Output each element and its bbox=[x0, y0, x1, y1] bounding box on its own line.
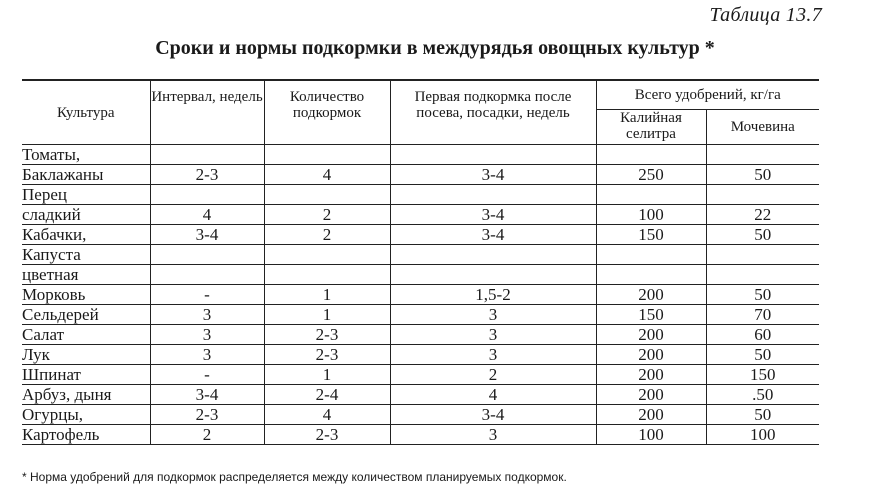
cell-count: 2-3 bbox=[264, 325, 390, 345]
cell-urea: 50 bbox=[706, 405, 819, 425]
cell-urea: 50 bbox=[706, 165, 819, 185]
cell-count bbox=[264, 245, 390, 265]
cell-potassium: 150 bbox=[596, 225, 706, 245]
cell-urea: 100 bbox=[706, 425, 819, 445]
cell-potassium bbox=[596, 265, 706, 285]
cell-first: 3-4 bbox=[390, 225, 596, 245]
table-row bbox=[22, 385, 819, 405]
cell-potassium: 100 bbox=[596, 425, 706, 445]
cell-interval: 3-4 bbox=[150, 225, 264, 245]
table-row bbox=[22, 285, 819, 305]
table-number-caption: Таблица 13.7 bbox=[709, 4, 822, 26]
cell-urea: 70 bbox=[706, 305, 819, 325]
table-row bbox=[22, 345, 819, 365]
cell-interval: 3-4 bbox=[150, 385, 264, 405]
cell-first: 3 bbox=[390, 325, 596, 345]
cell-potassium: 150 bbox=[596, 305, 706, 325]
cell-interval bbox=[150, 245, 264, 265]
cell-urea bbox=[706, 245, 819, 265]
table-row bbox=[22, 325, 819, 345]
header-count: Количество подкормок bbox=[264, 80, 390, 145]
cell-count: 1 bbox=[264, 365, 390, 385]
cell-first bbox=[390, 265, 596, 285]
cell-potassium bbox=[596, 185, 706, 205]
cell-crop: Кабачки, bbox=[22, 225, 150, 245]
table-row bbox=[22, 145, 819, 165]
header-total-fertilizer: Всего удобрений, кг/га bbox=[596, 80, 819, 110]
cell-count bbox=[264, 185, 390, 205]
cell-crop: Томаты, bbox=[22, 145, 150, 165]
cell-crop: Огурцы, bbox=[22, 405, 150, 425]
cell-interval: - bbox=[150, 285, 264, 305]
cell-crop: Арбуз, дыня bbox=[22, 385, 150, 405]
table-row bbox=[22, 425, 819, 445]
cell-potassium: 200 bbox=[596, 405, 706, 425]
cell-count: 2-3 bbox=[264, 425, 390, 445]
table-row bbox=[22, 245, 819, 265]
cell-count: 4 bbox=[264, 165, 390, 185]
cell-interval: 4 bbox=[150, 205, 264, 225]
cell-count: 2-4 bbox=[264, 385, 390, 405]
cell-potassium: 200 bbox=[596, 285, 706, 305]
cell-urea: 50 bbox=[706, 225, 819, 245]
table-row bbox=[22, 225, 819, 245]
cell-crop: Сельдерей bbox=[22, 305, 150, 325]
cell-first: 3 bbox=[390, 345, 596, 365]
table-row bbox=[22, 265, 819, 285]
cell-potassium: 200 bbox=[596, 385, 706, 405]
cell-count: 1 bbox=[264, 305, 390, 325]
cell-first: 2 bbox=[390, 365, 596, 385]
cell-count bbox=[264, 145, 390, 165]
cell-potassium: 200 bbox=[596, 345, 706, 365]
cell-first: 3 bbox=[390, 425, 596, 445]
cell-first: 3-4 bbox=[390, 405, 596, 425]
cell-crop: Салат bbox=[22, 325, 150, 345]
cell-potassium: 100 bbox=[596, 205, 706, 225]
header-interval: Интервал, недель bbox=[150, 80, 264, 145]
header-first-feeding: Первая подкормка после посева, посадки, недель bbox=[390, 80, 596, 145]
cell-crop: Капуста bbox=[22, 245, 150, 265]
cell-interval: 2-3 bbox=[150, 165, 264, 185]
cell-crop: сладкий bbox=[22, 205, 150, 225]
table-row bbox=[22, 205, 819, 225]
header-urea: Мочевина bbox=[706, 110, 819, 145]
cell-potassium bbox=[596, 245, 706, 265]
table-row bbox=[22, 405, 819, 425]
header-crop: Культура bbox=[22, 80, 150, 145]
header-potassium-nitrate: Калийная селитра bbox=[596, 110, 706, 145]
cell-first: 3-4 bbox=[390, 165, 596, 185]
cell-count: 2 bbox=[264, 225, 390, 245]
cell-crop: Картофель bbox=[22, 425, 150, 445]
cell-urea bbox=[706, 145, 819, 165]
table-row bbox=[22, 305, 819, 325]
cell-interval bbox=[150, 265, 264, 285]
cell-first bbox=[390, 185, 596, 205]
cell-interval: 3 bbox=[150, 325, 264, 345]
cell-interval: 3 bbox=[150, 345, 264, 365]
cell-crop: Морковь bbox=[22, 285, 150, 305]
cell-urea bbox=[706, 265, 819, 285]
cell-interval: 2-3 bbox=[150, 405, 264, 425]
cell-first: 4 bbox=[390, 385, 596, 405]
table-title: Сроки и нормы подкормки в междурядья овощных культур * bbox=[155, 37, 715, 59]
table-row bbox=[22, 185, 819, 205]
cell-urea: .50 bbox=[706, 385, 819, 405]
cell-count: 1 bbox=[264, 285, 390, 305]
cell-crop: Шпинат bbox=[22, 365, 150, 385]
table-row bbox=[22, 165, 819, 185]
cell-count bbox=[264, 265, 390, 285]
cell-urea: 60 bbox=[706, 325, 819, 345]
footnote: * Норма удобрений для подкормок распределяется между количеством планируемых подкормок. bbox=[22, 470, 567, 484]
cell-crop: Перец bbox=[22, 185, 150, 205]
cell-potassium: 200 bbox=[596, 365, 706, 385]
cell-urea: 50 bbox=[706, 345, 819, 365]
cell-potassium: 200 bbox=[596, 325, 706, 345]
cell-interval bbox=[150, 185, 264, 205]
table-row bbox=[22, 365, 819, 385]
cell-urea: 50 bbox=[706, 285, 819, 305]
cell-first: 3 bbox=[390, 305, 596, 325]
cell-count: 2-3 bbox=[264, 345, 390, 365]
cell-interval: 3 bbox=[150, 305, 264, 325]
cell-count: 2 bbox=[264, 205, 390, 225]
cell-crop: цветная bbox=[22, 265, 150, 285]
cell-urea: 150 bbox=[706, 365, 819, 385]
cell-crop: Лук bbox=[22, 345, 150, 365]
cell-first bbox=[390, 245, 596, 265]
cell-first bbox=[390, 145, 596, 165]
cell-interval bbox=[150, 145, 264, 165]
cell-potassium bbox=[596, 145, 706, 165]
cell-interval: 2 bbox=[150, 425, 264, 445]
cell-urea: 22 bbox=[706, 205, 819, 225]
cell-potassium: 250 bbox=[596, 165, 706, 185]
cell-first: 1,5-2 bbox=[390, 285, 596, 305]
cell-count: 4 bbox=[264, 405, 390, 425]
cell-crop: Баклажаны bbox=[22, 165, 150, 185]
fertilizer-table bbox=[22, 79, 819, 445]
cell-urea bbox=[706, 185, 819, 205]
cell-first: 3-4 bbox=[390, 205, 596, 225]
cell-interval: - bbox=[150, 365, 264, 385]
